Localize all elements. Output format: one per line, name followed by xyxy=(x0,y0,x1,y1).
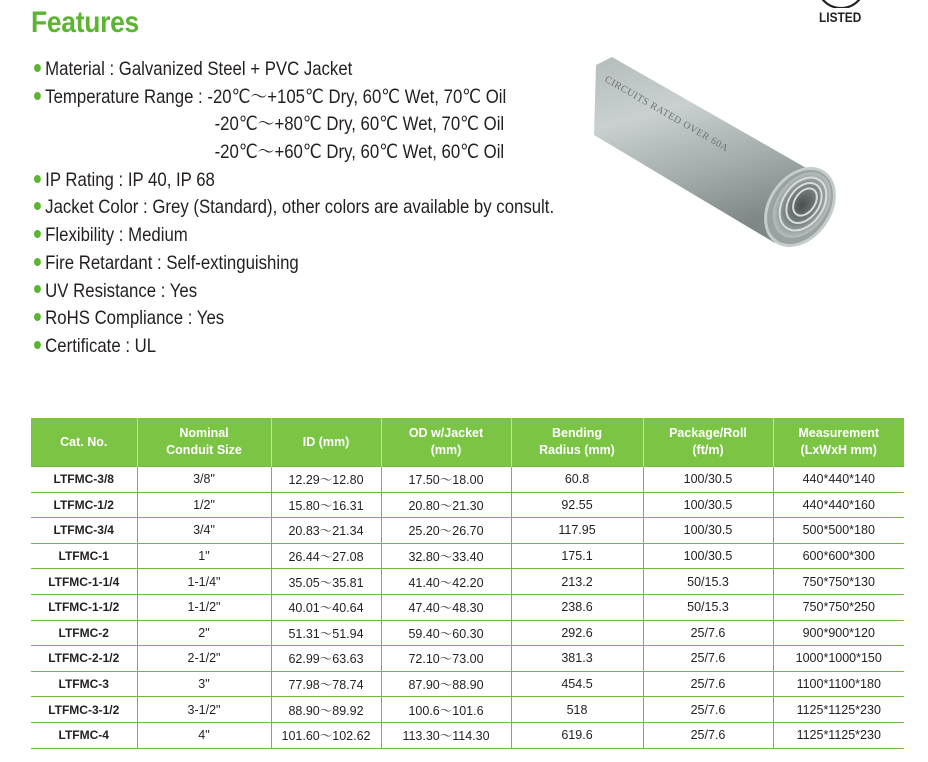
table-cell: 62.99～63.63 xyxy=(271,646,381,672)
cat-no-cell: LTFMC-1/2 xyxy=(31,492,137,518)
bullet-icon xyxy=(34,175,41,183)
table-cell: 25/7.6 xyxy=(643,671,773,697)
table-cell: 4" xyxy=(137,722,271,748)
feature-text: IP Rating : IP 40, IP 68 xyxy=(45,168,215,191)
table-cell: 3/4" xyxy=(137,518,271,544)
feature-item xyxy=(34,56,533,84)
table-cell: 100.6～101.6 xyxy=(381,697,511,723)
table-cell: 500*500*180 xyxy=(773,518,904,544)
feature-text: Jacket Color : Grey (Standard), other colors are available by consult. xyxy=(45,196,555,219)
column-header-line: Cat. No. xyxy=(60,434,108,449)
cat-no-cell: LTFMC-1 xyxy=(31,543,137,569)
table-cell: 113.30～114.30 xyxy=(381,722,511,748)
table-cell: 518 xyxy=(511,697,643,723)
table-cell: 60.8 xyxy=(511,467,643,493)
feature-item xyxy=(34,333,533,361)
column-header-line: OD w/Jacket xyxy=(408,426,484,440)
table-cell: 101.60～102.62 xyxy=(271,722,381,748)
table-row xyxy=(31,697,904,723)
table-cell: 50/15.3 xyxy=(643,594,773,620)
table-cell: 47.40～48.30 xyxy=(381,594,511,620)
table-row xyxy=(31,646,904,672)
cat-no-cell: LTFMC-2-1/2 xyxy=(31,646,137,672)
feature-text: RoHS Compliance : Yes xyxy=(45,307,225,330)
feature-text: Fire Retardant : Self-extinguishing xyxy=(45,251,299,274)
table-row xyxy=(31,594,904,620)
table-cell: 292.6 xyxy=(511,620,643,646)
table-cell: 12.29～12.80 xyxy=(271,467,381,493)
jacket-print-text: CIRCUITS RATED OVER 60A xyxy=(602,74,731,155)
page-title: Features xyxy=(31,6,139,39)
table-cell: 35.05～35.81 xyxy=(271,569,381,595)
column-header xyxy=(271,418,381,467)
column-header-line: ID (mm) xyxy=(302,434,350,449)
table-cell: 72.10～73.00 xyxy=(381,646,511,672)
table-cell: 77.98～78.74 xyxy=(271,671,381,697)
column-header-line: Measurement xyxy=(798,426,880,440)
table-cell: 1-1/2" xyxy=(137,594,271,620)
cat-no-cell: LTFMC-3/4 xyxy=(31,518,137,544)
table-cell: 25/7.6 xyxy=(643,620,773,646)
table-row xyxy=(31,620,904,646)
feature-text: Flexibility : Medium xyxy=(45,224,188,247)
table-cell: 100/30.5 xyxy=(643,492,773,518)
table-cell: 454.5 xyxy=(511,671,643,697)
table-cell: 3-1/2" xyxy=(137,697,271,723)
cat-no-cell: LTFMC-3-1/2 xyxy=(31,697,137,723)
feature-item xyxy=(34,111,533,139)
column-header-line: (mm) xyxy=(430,443,462,457)
cat-no-cell: LTFMC-4 xyxy=(31,722,137,748)
cat-no-cell: LTFMC-1-1/4 xyxy=(31,569,137,595)
table-header-row xyxy=(31,418,904,467)
bullet-icon xyxy=(34,313,41,321)
table-cell: 25/7.6 xyxy=(643,646,773,672)
table-cell: 92.55 xyxy=(511,492,643,518)
table-cell: 20.80～21.30 xyxy=(381,492,511,518)
column-header-line: (ft/m) xyxy=(692,443,724,457)
table-cell: 32.80～33.40 xyxy=(381,543,511,569)
table-cell: 1100*1100*180 xyxy=(773,671,904,697)
table-cell: 440*440*140 xyxy=(773,467,904,493)
table-cell: 1000*1000*150 xyxy=(773,646,904,672)
ul-mark-icon xyxy=(811,0,871,8)
spec-table xyxy=(31,418,904,749)
listed-label: LISTED xyxy=(819,9,862,25)
table-body xyxy=(31,467,904,749)
column-header xyxy=(381,418,511,467)
table-cell: 100/30.5 xyxy=(643,543,773,569)
table-cell: 3/8" xyxy=(137,467,271,493)
table-cell: 50/15.3 xyxy=(643,569,773,595)
feature-text: -20℃～+60℃ Dry, 60℃ Wet, 60℃ Oil xyxy=(214,141,505,164)
feature-item xyxy=(34,84,533,112)
cat-no-cell: LTFMC-2 xyxy=(31,620,137,646)
bullet-icon xyxy=(34,285,41,293)
bullet-icon xyxy=(34,202,41,210)
feature-item xyxy=(34,278,533,306)
column-header-line: Package/Roll xyxy=(669,426,747,440)
feature-text: UV Resistance : Yes xyxy=(45,279,198,302)
table-cell: 213.2 xyxy=(511,569,643,595)
table-cell: 25.20～26.70 xyxy=(381,518,511,544)
column-header xyxy=(137,418,271,467)
table-cell: 619.6 xyxy=(511,722,643,748)
feature-item xyxy=(34,167,533,195)
table-cell: 750*750*130 xyxy=(773,569,904,595)
table-cell: 88.90～89.92 xyxy=(271,697,381,723)
table-cell: 2-1/2" xyxy=(137,646,271,672)
bullet-icon xyxy=(34,258,41,266)
table-cell: 59.40～60.30 xyxy=(381,620,511,646)
table-cell: 238.6 xyxy=(511,594,643,620)
table-cell: 2" xyxy=(137,620,271,646)
table-cell: 25/7.6 xyxy=(643,697,773,723)
column-header-line: Bending xyxy=(552,426,602,440)
table-cell: 87.90～88.90 xyxy=(381,671,511,697)
feature-text: Temperature Range : -20℃～+105℃ Dry, 60℃ Wet, 70℃ Oil xyxy=(45,85,507,108)
column-header-line: (LxWxH mm) xyxy=(800,443,877,457)
column-header xyxy=(773,418,904,467)
feature-item xyxy=(34,305,533,333)
table-row xyxy=(31,671,904,697)
table-cell: 1-1/4" xyxy=(137,569,271,595)
table-cell: 3" xyxy=(137,671,271,697)
table-cell: 26.44～27.08 xyxy=(271,543,381,569)
features-list xyxy=(34,56,614,361)
table-cell: 40.01～40.64 xyxy=(271,594,381,620)
table-row xyxy=(31,492,904,518)
bullet-icon xyxy=(34,92,41,100)
table-row xyxy=(31,467,904,493)
feature-item xyxy=(34,139,533,167)
column-header-line: Conduit Size xyxy=(166,443,242,457)
table-row xyxy=(31,543,904,569)
bullet-icon xyxy=(34,341,41,349)
table-cell: 440*440*160 xyxy=(773,492,904,518)
column-header-line: Nominal xyxy=(179,426,229,440)
table-row xyxy=(31,722,904,748)
table-cell: 381.3 xyxy=(511,646,643,672)
table-cell: 15.80～16.31 xyxy=(271,492,381,518)
table-cell: 1/2" xyxy=(137,492,271,518)
column-header xyxy=(511,418,643,467)
feature-text: -20℃～+80℃ Dry, 60℃ Wet, 70℃ Oil xyxy=(214,113,505,136)
table-cell: 175.1 xyxy=(511,543,643,569)
table-cell: 1125*1125*230 xyxy=(773,722,904,748)
feature-item xyxy=(34,250,533,278)
cat-no-cell: LTFMC-1-1/2 xyxy=(31,594,137,620)
bullet-icon xyxy=(34,64,41,72)
feature-text: Material : Galvanized Steel + PVC Jacket xyxy=(45,58,353,80)
feature-item xyxy=(34,222,533,250)
column-header xyxy=(643,418,773,467)
table-cell: 100/30.5 xyxy=(643,518,773,544)
table-cell: 51.31～51.94 xyxy=(271,620,381,646)
table-cell: 600*600*300 xyxy=(773,543,904,569)
column-header xyxy=(31,418,137,467)
table-cell: 900*900*120 xyxy=(773,620,904,646)
bullet-icon xyxy=(34,230,41,238)
table-cell: 20.83～21.34 xyxy=(271,518,381,544)
feature-item xyxy=(34,194,555,222)
feature-text: Certificate : UL xyxy=(45,334,157,357)
table-cell: 1125*1125*230 xyxy=(773,697,904,723)
table-row xyxy=(31,518,904,544)
cat-no-cell: LTFMC-3/8 xyxy=(31,467,137,493)
column-header-line: Radius (mm) xyxy=(539,443,615,457)
table-cell: 1" xyxy=(137,543,271,569)
conduit-product-image xyxy=(590,55,890,255)
table-cell: 25/7.6 xyxy=(643,722,773,748)
table-cell: 100/30.5 xyxy=(643,467,773,493)
table-cell: 17.50～18.00 xyxy=(381,467,511,493)
cat-no-cell: LTFMC-3 xyxy=(31,671,137,697)
table-cell: 41.40～42.20 xyxy=(381,569,511,595)
table-cell: 117.95 xyxy=(511,518,643,544)
table-row xyxy=(31,569,904,595)
table-cell: 750*750*250 xyxy=(773,594,904,620)
